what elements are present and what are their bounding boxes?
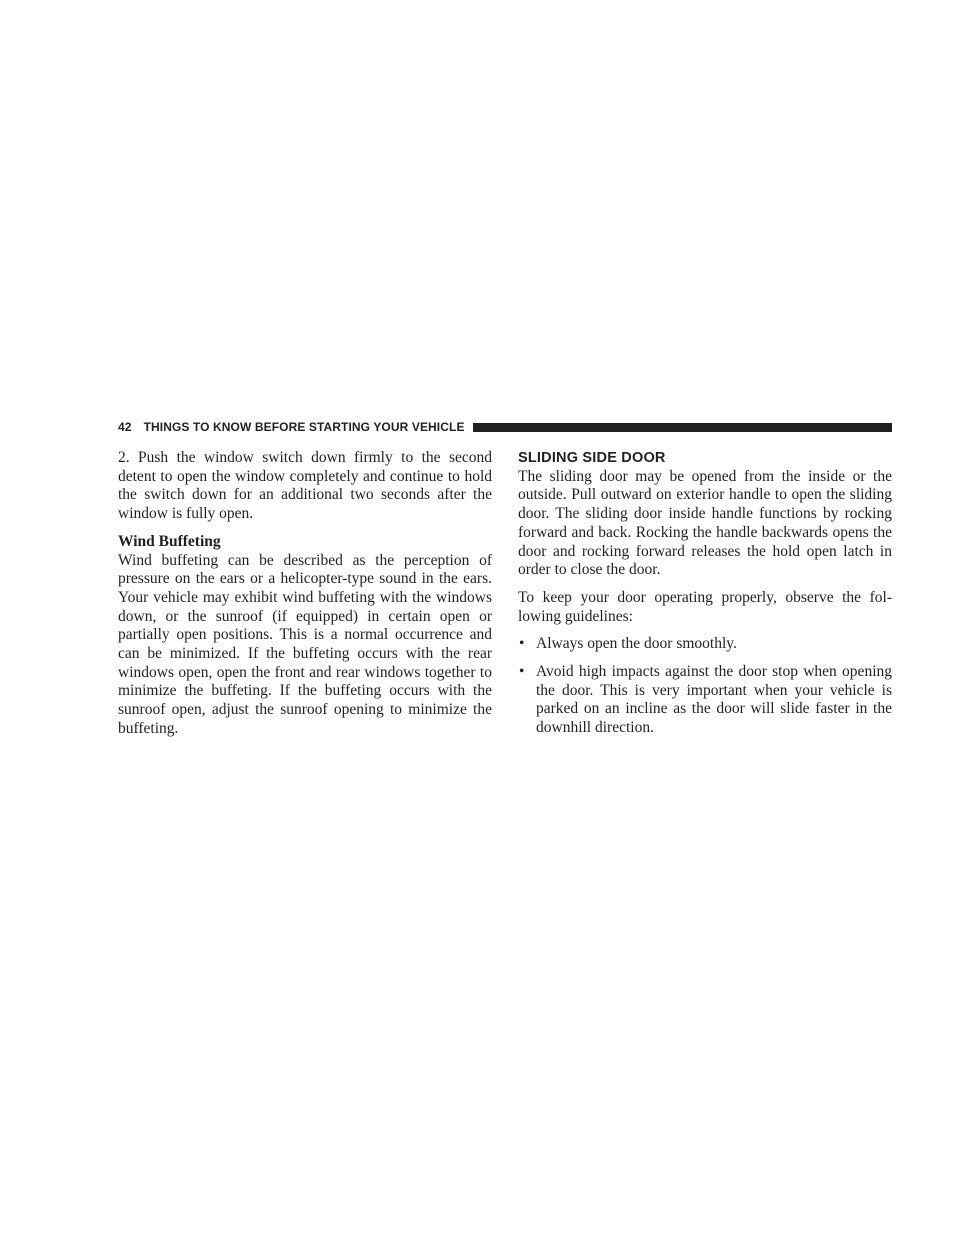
section-title: THINGS TO KNOW BEFORE STARTING YOUR VEHICLE [143, 420, 465, 434]
guidelines-intro-paragraph: To keep your door operating properly, observe the following guidelines: [518, 588, 892, 625]
page-number: 42 [118, 420, 132, 434]
bullet-icon: • [519, 663, 525, 681]
step-2-paragraph: 2. Push the window switch down firmly to the second detent to open the window completely and continue to hold the switch down for an additional two seconds after the window is fully open. [118, 449, 492, 523]
left-column [118, 449, 492, 748]
guidelines-list [518, 635, 892, 738]
wind-buffeting-heading: Wind Buffeting [118, 532, 221, 550]
list-item-text: Avoid high impacts against the door stop when opening the door. This is very important when your vehicle is parked on an incline as the door will slide faster in the downhill direction. [536, 663, 892, 737]
list-item [518, 663, 892, 738]
list-item-text: Always open the door smoothly. [536, 635, 737, 653]
right-column [518, 449, 892, 747]
sliding-side-door-heading: SLIDING SIDE DOOR [518, 450, 666, 466]
header-rule [473, 423, 892, 432]
page-header [118, 419, 892, 435]
list-item [518, 635, 892, 654]
sliding-door-intro-paragraph: The sliding door may be opened from the inside or the outside. Pull outward on exterior handle to open the sliding door. The sliding door inside handle functions by rocking forward and back. Rocking the handle backwards opens the door and rocking forward releases the hold open latch in order to close the door. [518, 467, 892, 579]
bullet-icon: • [519, 635, 525, 653]
wind-buffeting-paragraph: Wind buffeting can be described as the perception of pressure on the ears or a helicopter-type sound in the ears. Your vehicle may exhibit wind buffeting with the windows down, or the sunroof (if equipped) in certain open or partially open positions. This is a normal occurrence and can be minimized. If the buffeting occurs with the rear windows open, open the front and rear windows together to minimize the buffeting. If the buffeting occurs with the sunroof open, adjust the sunroof opening to minimize the buffeting. [118, 551, 492, 737]
